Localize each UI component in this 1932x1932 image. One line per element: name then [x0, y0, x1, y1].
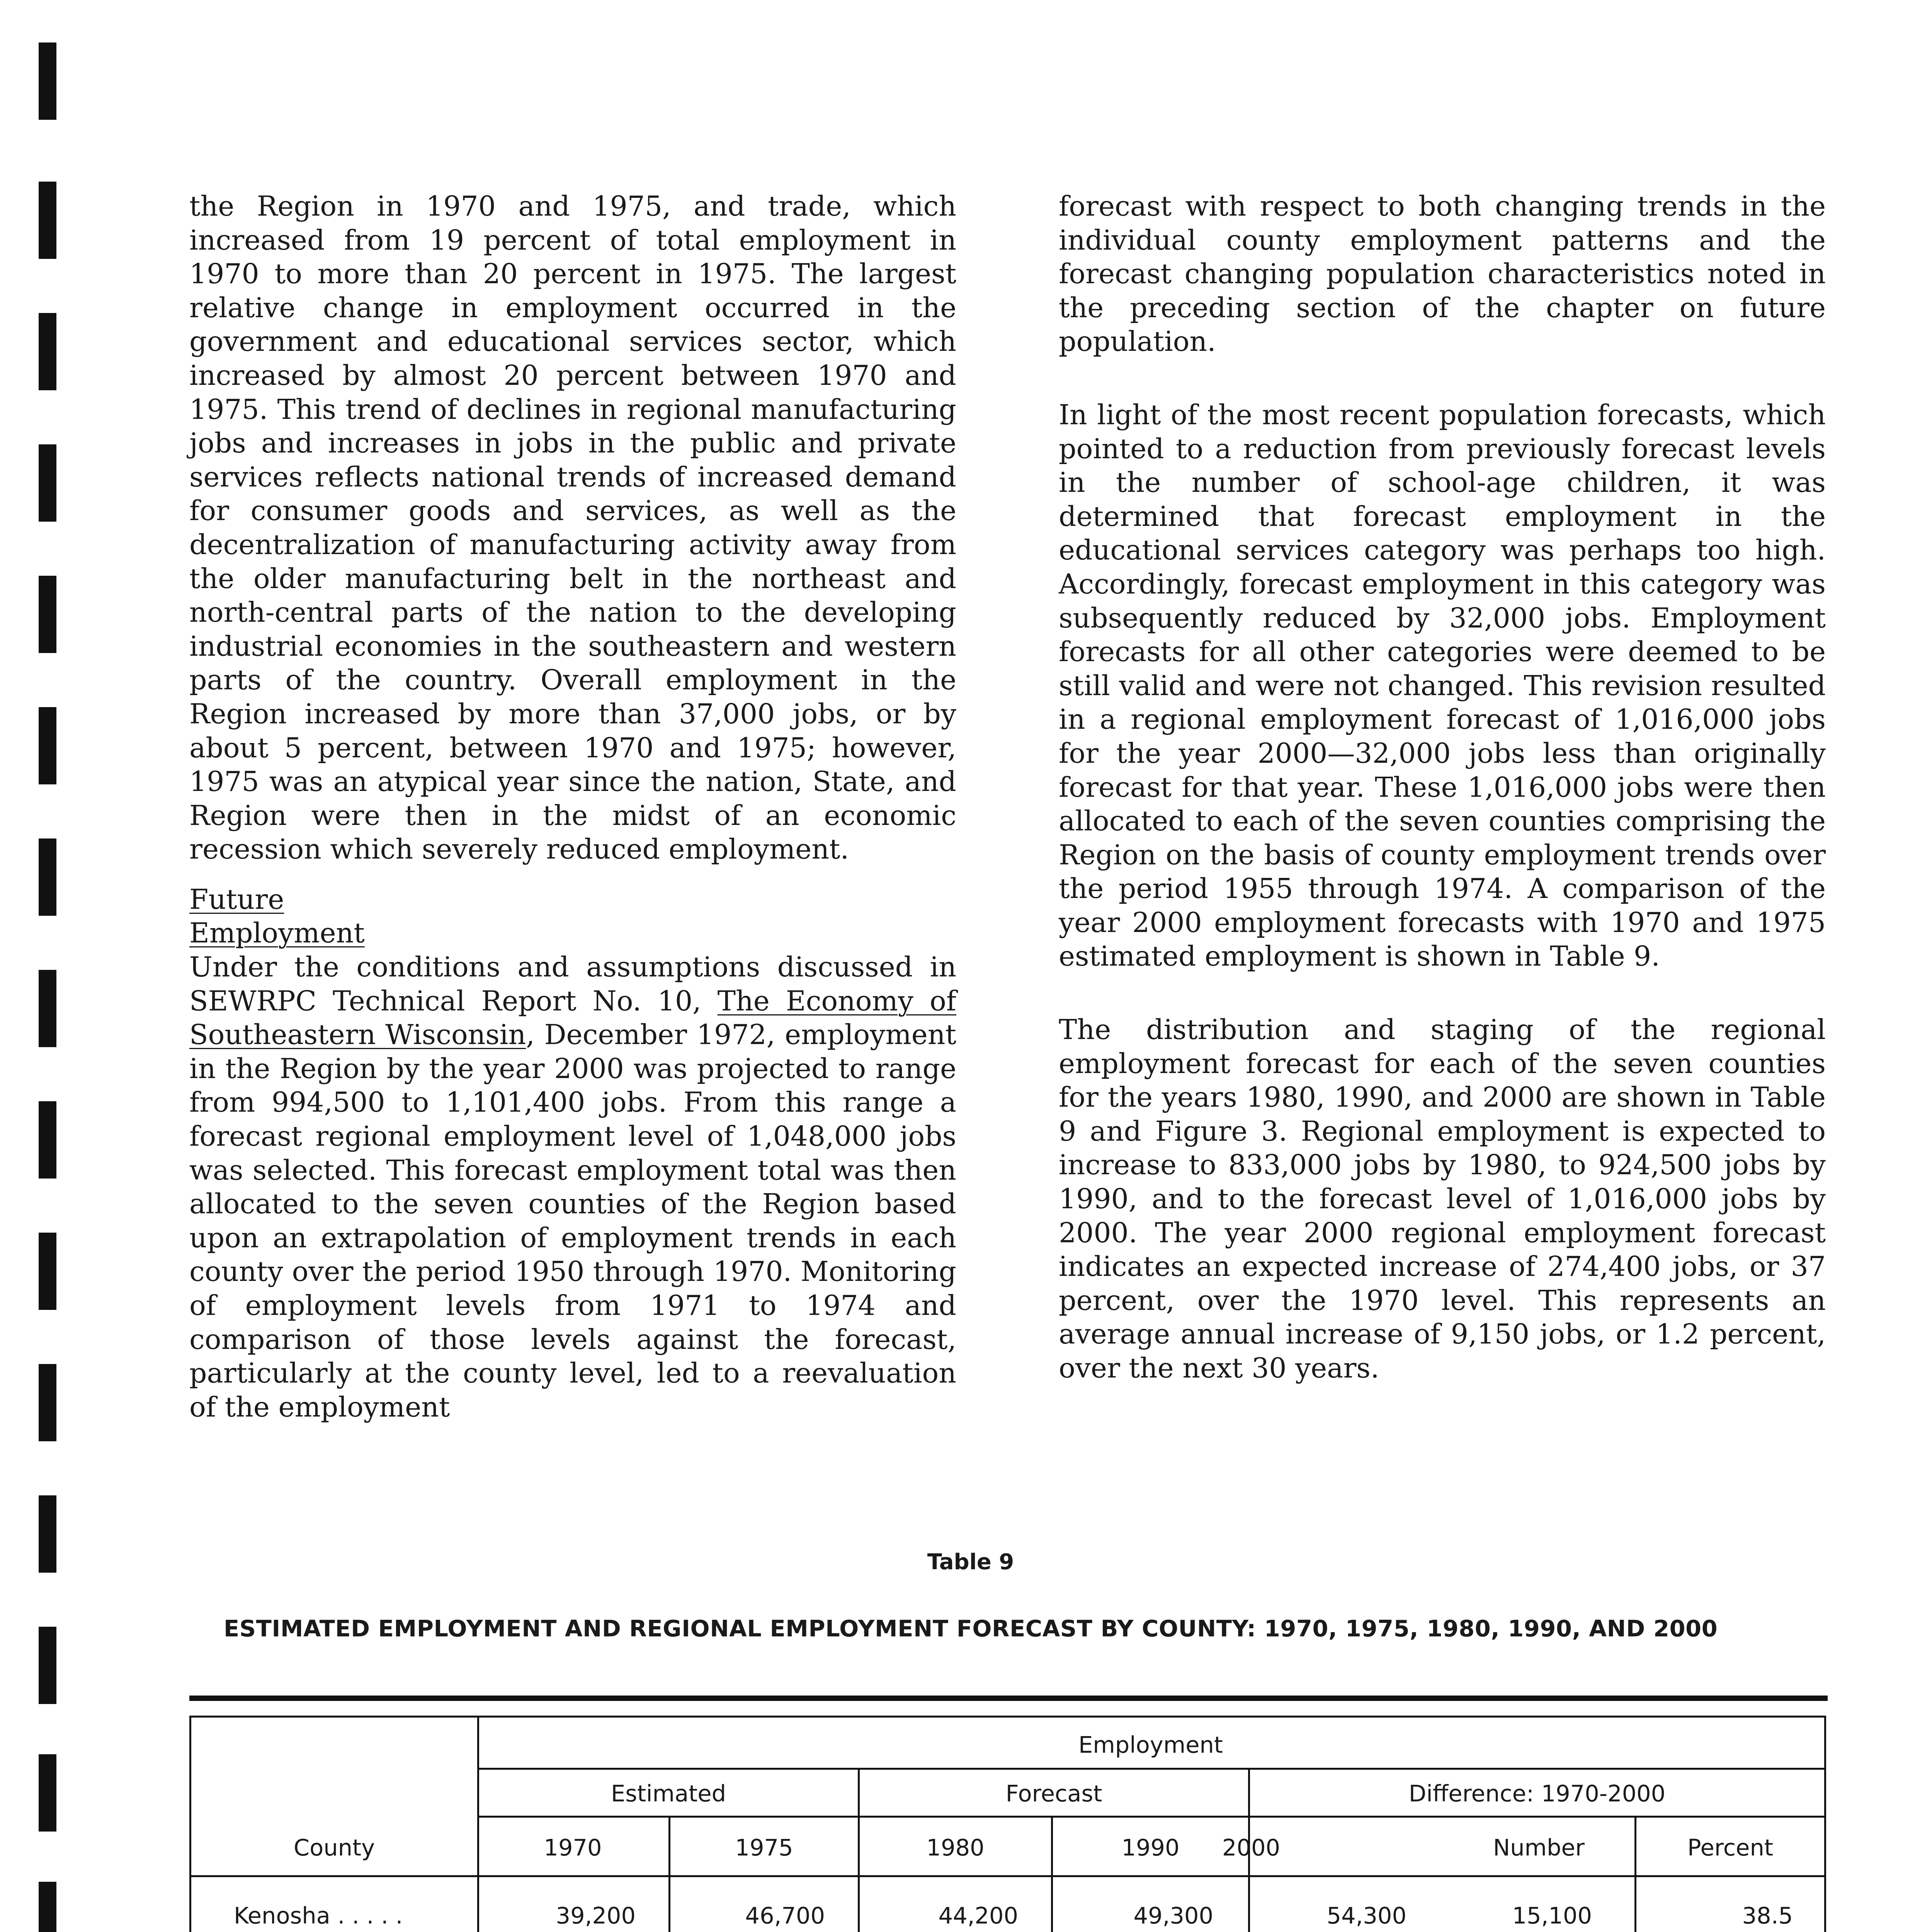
paragraph-text: Under the conditions and assumptions discussed in SEWRPC Technical Report No. 10, [189, 951, 956, 1017]
binding-mark [39, 1233, 56, 1310]
header-forecast: Forecast [1005, 1780, 1102, 1807]
future-employment-section [189, 883, 956, 1424]
binding-mark [39, 707, 56, 784]
county-cell: Kenosha . . . . . [234, 1902, 403, 1929]
header-1975: 1975 [735, 1834, 793, 1861]
value-cell: 38.5 [1742, 1902, 1793, 1929]
header-estimated: Estimated [611, 1780, 726, 1807]
header-difference: Difference: 1970-2000 [1408, 1780, 1666, 1807]
paragraph: In light of the most recent population forecasts, which pointed to a reduction from previously forecast levels in the number of school-age children, it was determined that forecast employment in the educational services category was perhaps too high. Accordingly, forecast employment in this category was subsequently reduced by 32,000 jobs. Employment forecasts for all other categories were deemed to be still valid and were not changed. This revision resulted in a regional employment forecast of 1,016,000 jobs for the year 2000—32,000 jobs less than originally forecast for that year. These 1,016,000 jobs were then allocated to each of the seven counties comprising the Region on the basis of county employment trends over the period 1955 through 1974. A comparison of the year 2000 employment forecasts with 1970 and 1975 estimated employment is shown in Table 9. [1059, 398, 1826, 973]
value-cell: 44,200 [938, 1902, 1018, 1929]
left-column [189, 189, 956, 1424]
value-cell: 54,300 [1327, 1902, 1406, 1929]
header-1970: 1970 [544, 1834, 602, 1861]
paragraph-text: , December 1972, employment in the Region by the year 2000 was projected to range from 994,500 to 1,101,400 jobs. From this range a forecast regional employment level of 1,048,000 jobs was selected. This forecast employment total was then allocated to the seven counties of the Region based upon an extrapolation of employment trends in each county over the period 1950 through 1970. Monitoring of employment levels from 1971 to 1974 and comparison of those levels against the forecast, particularly at the county level, led to a reevaluation of the employment [189, 1019, 956, 1423]
value-cell: 49,300 [1133, 1902, 1213, 1929]
header-1980: 1980 [926, 1834, 985, 1861]
binding-mark [39, 1364, 56, 1441]
paragraph: the Region in 1970 and 1975, and trade, which increased from 19 percent of total employment in 1970 to more than 20 percent in 1975. The largest relative change in employment occurred in the government and educational services sector, which increased by almost 20 percent between 1970 and 1975. This trend of declines in regional manufacturing jobs and increases in jobs in the public and private services reflects national trends of increased demand for consumer goods and services, as well as the decentralization of manufacturing activity away from the older manufacturing belt in the northeast and north-central parts of the nation to the developing industrial economies in the southeastern and western parts of the country. Overall employment in the Region increased by more than 37,000 jobs, or by about 5 percent, between 1970 and 1975; however, 1975 was an atypical year since the nation, State, and Region were then in the midst of an economic recession which severely reduced employment. [189, 190, 956, 866]
header-2000: 2000 [1222, 1834, 1281, 1861]
binding-mark [39, 444, 56, 522]
employment-table [189, 1716, 1826, 1932]
binding-mark [39, 1754, 56, 1832]
binding-mark [39, 970, 56, 1047]
binding-mark [39, 838, 56, 916]
value-cell: 15,100 [1512, 1902, 1592, 1929]
paragraph: forecast with respect to both changing trends in the individual county employment patterns and the forecast changing population characteristics noted in the preceding section of the chapter on future population. [1059, 190, 1826, 358]
header-employment: Employment [1078, 1731, 1223, 1758]
section-heading: Future Employment [189, 883, 365, 949]
header-1990: 1990 [1121, 1834, 1180, 1861]
header-number: Number [1493, 1834, 1585, 1861]
header-percent: Percent [1687, 1834, 1773, 1861]
grid-line [477, 1768, 1824, 1770]
binding-mark [39, 1882, 56, 1932]
right-column [1059, 189, 1826, 1385]
binding-mark [39, 43, 56, 120]
paragraph: The distribution and staging of the regional employment forecast for each of the seven counties for the years 1980, 1990, and 2000 are shown in Table 9 and Figure 3. Regional employment is expected to increase to 833,000 jobs by 1980, to 924,500 jobs by 1990, and to the forecast level of 1,016,000 jobs by 2000. The year 2000 regional employment forecast indicates an expected increase of 274,400 jobs, or 37 percent, over the 1970 level. This represents an average annual increase of 9,150 jobs, or 1.2 percent, over the next 30 years. [1059, 1014, 1826, 1384]
binding-mark [39, 1101, 56, 1179]
table-caption: Table 9 [927, 1549, 1014, 1575]
binding-mark [39, 576, 56, 653]
report-title: The Economy of Southeastern Wisconsin [189, 985, 956, 1051]
binding-mark [39, 313, 56, 390]
header-county: County [293, 1834, 375, 1861]
value-cell: 39,200 [556, 1902, 636, 1929]
binding-mark [39, 182, 56, 259]
grid-line [477, 1816, 1824, 1818]
table-top-rule [189, 1696, 1828, 1701]
value-cell: 46,700 [745, 1902, 825, 1929]
table-title: ESTIMATED EMPLOYMENT AND REGIONAL EMPLOYMENT FORECAST BY COUNTY: 1970, 1975, 1980, 1990, AND 2000 [223, 1615, 1718, 1642]
grid-line [191, 1875, 1824, 1877]
